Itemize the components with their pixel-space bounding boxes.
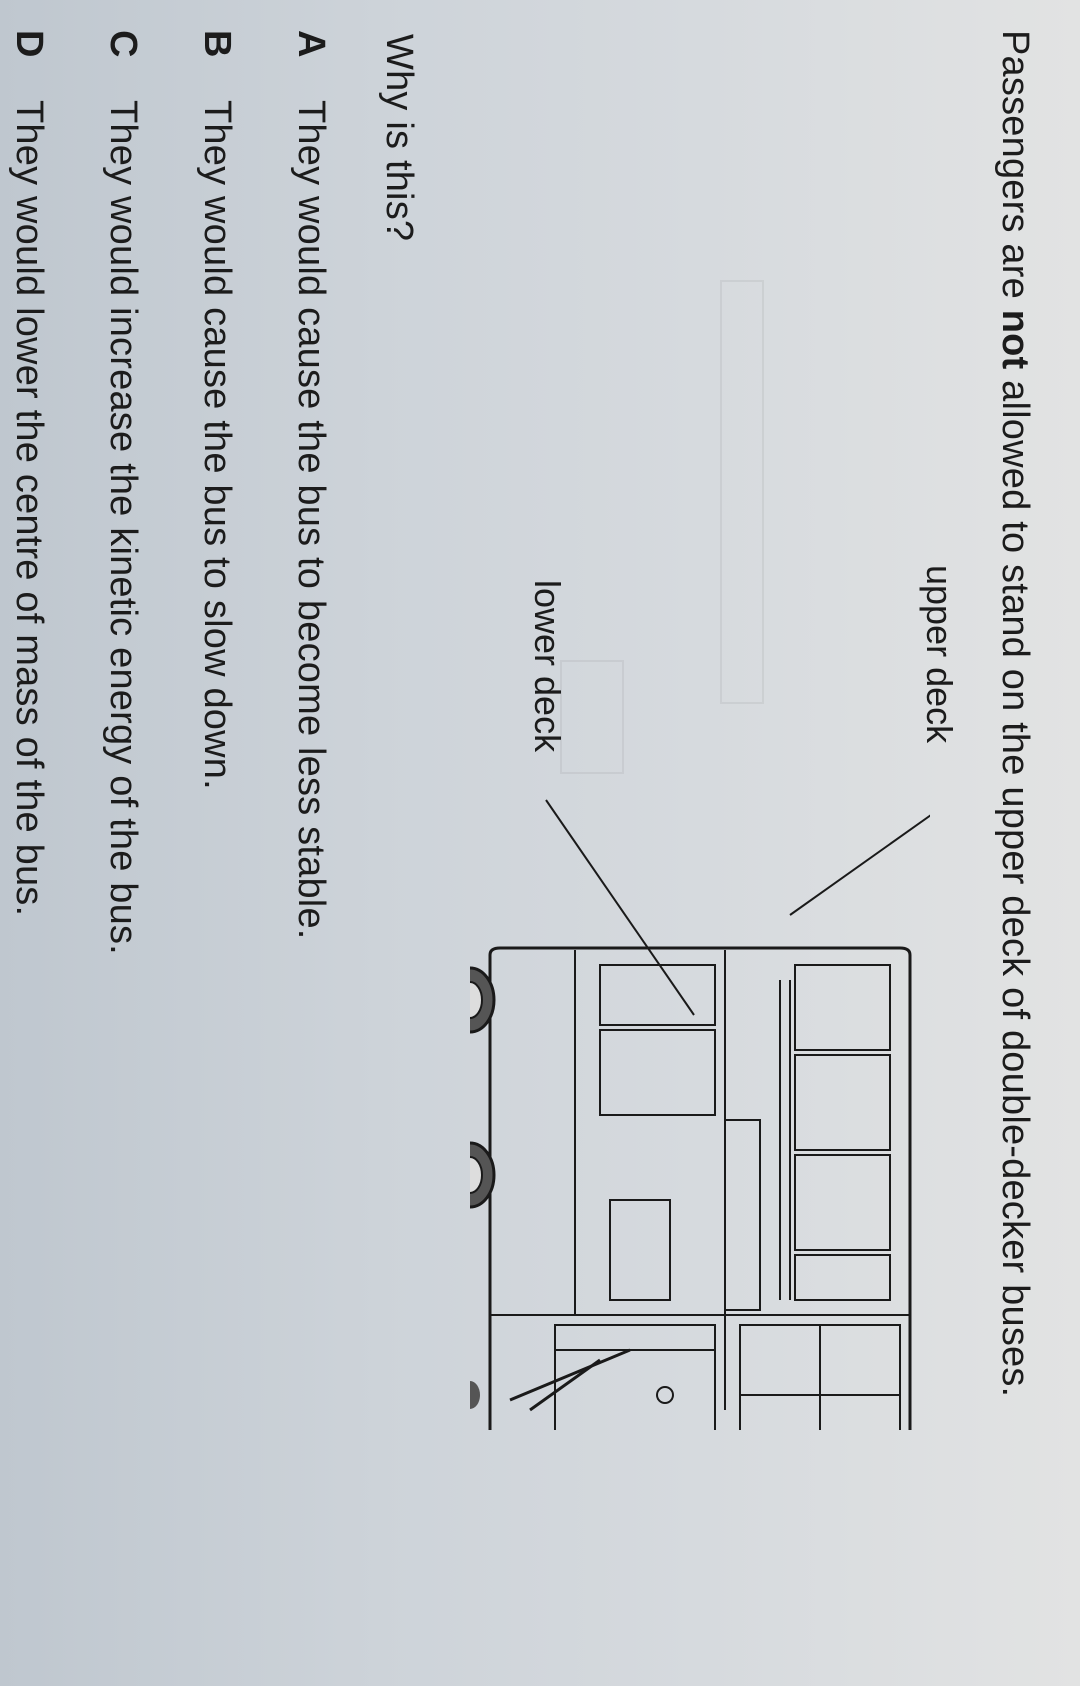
option-a-letter: A — [290, 30, 332, 58]
upper-deck-windows — [780, 965, 890, 1300]
option-b-text: They would cause the bus to slow down. — [196, 100, 238, 790]
option-b-letter: B — [196, 30, 238, 58]
bus-body-outline — [490, 948, 910, 1430]
option-d-letter: D — [8, 30, 50, 58]
upper-deck-leader-line — [790, 810, 930, 915]
lower-deck-label: lower deck — [527, 580, 568, 753]
lower-deck-windows — [600, 965, 760, 1310]
lower-deck-leader-line — [546, 800, 694, 1015]
option-c-letter: C — [102, 30, 144, 58]
front-windows — [555, 1325, 900, 1430]
question-text — [993, 30, 1036, 1397]
question-emphasis: not — [994, 309, 1036, 370]
prompt-text: Why is this? — [378, 34, 420, 242]
headlight-left — [657, 1387, 673, 1403]
wipers — [510, 1350, 630, 1410]
double-decker-bus-diagram — [470, 560, 930, 1430]
question-prefix: Passengers are — [994, 30, 1036, 310]
question-suffix: allowed to stand on the upper deck of double-decker buses. — [994, 369, 1036, 1398]
upper-deck-label: upper deck — [919, 565, 960, 744]
option-c-text: They would increase the kinetic energy of the bus. — [102, 100, 144, 955]
option-a-text: They would cause the bus to become less stable. — [290, 100, 332, 940]
option-d-text: They would lower the centre of mass of the bus. — [8, 100, 50, 917]
